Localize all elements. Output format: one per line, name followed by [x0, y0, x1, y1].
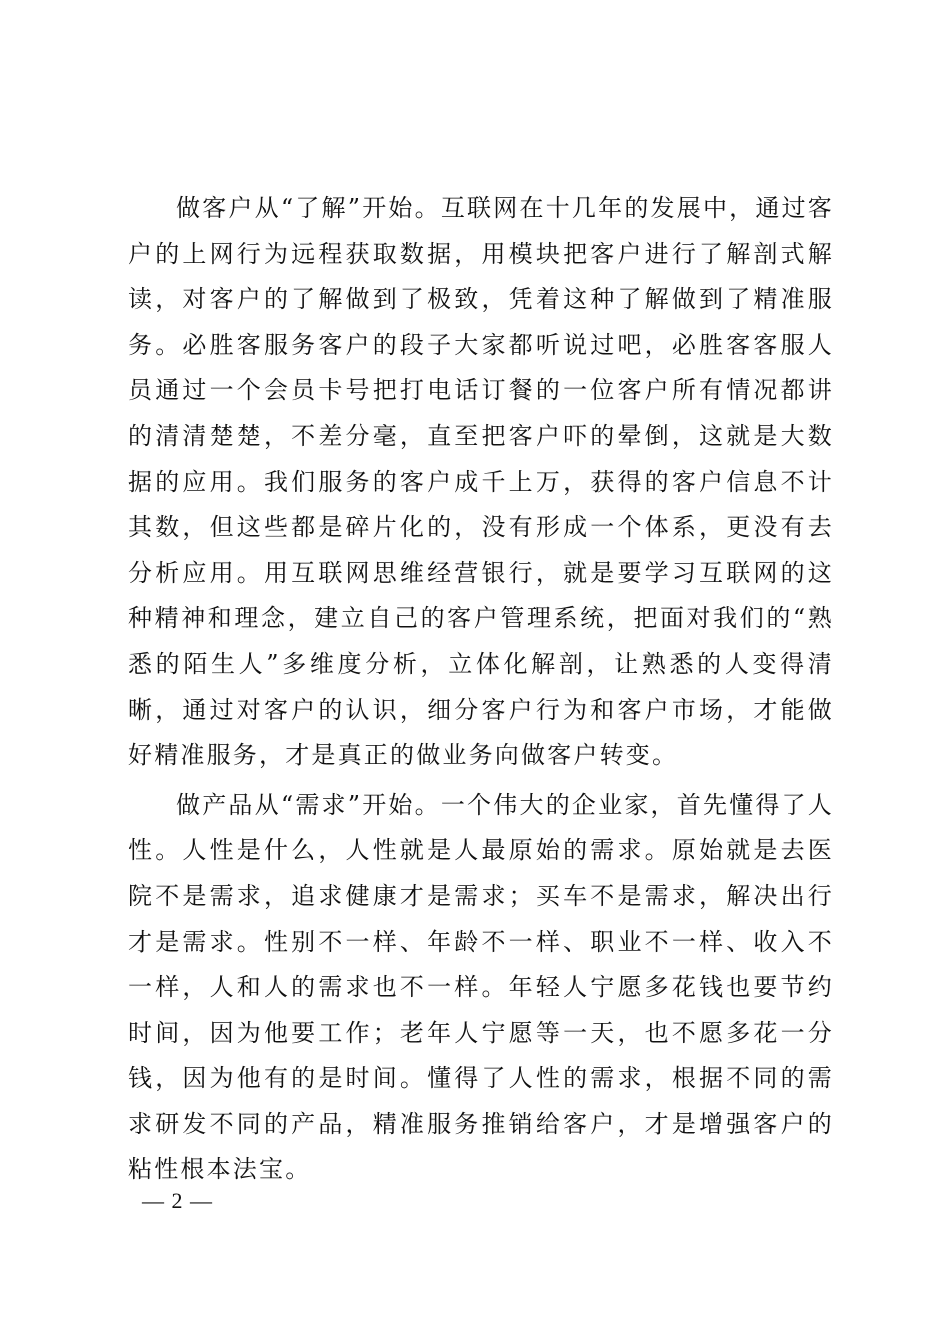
paragraph-know-customer: 做客户从“了解”开始。互联网在十几年的发展中，通过客户的上网行为远程获取数据，用模块把客户进行了解剖式解读，对客户的了解做到了极致，凭着这种了解做到了精准服务。必胜客服务客户的段子大家都听说过吧，必胜客客服人员通过一个会员卡号把打电话订餐的一位客户所有情况都讲的清清楚楚，不差分毫，直至把客户吓的晕倒，这就是大数据的应用。我们服务的客户成千上万，获得的客户信息不计其数，但这些都是碎片化的，没有形成一个体系，更没有去分析应用。用互联网思维经营银行，就是要学习互联网的这种精神和理念，建立自己的客户管理系统，把面对我们的“熟悉的陌生人”多维度分析，立体化解剖，让熟悉的人变得清晰，通过对客户的认识，细分客户行为和客户市场，才能做好精准服务，才是真正的做业务向做客户转变。: [128, 194, 834, 770]
page-number: — 2 —: [142, 1188, 213, 1213]
body-text: [128, 186, 834, 1193]
paragraph-product-demand: 做产品从“需求”开始。一个伟大的企业家，首先懂得了人性。人性是什么，人性就是人最原始的需求。原始就是去医院不是需求，追求健康才是需求；买车不是需求，解决出行才是需求。性别不一样、年龄不一样、职业不一样、收入不一样，人和人的需求也不一样。年轻人宁愿多花钱也要节约时间，因为他要工作；老年人宁愿等一天，也不愿多花一分钱，因为他有的是时间。懂得了人性的需求，根据不同的需求研发不同的产品，精准服务推销给客户，才是增强客户的粘性根本法宝。: [128, 790, 834, 1184]
